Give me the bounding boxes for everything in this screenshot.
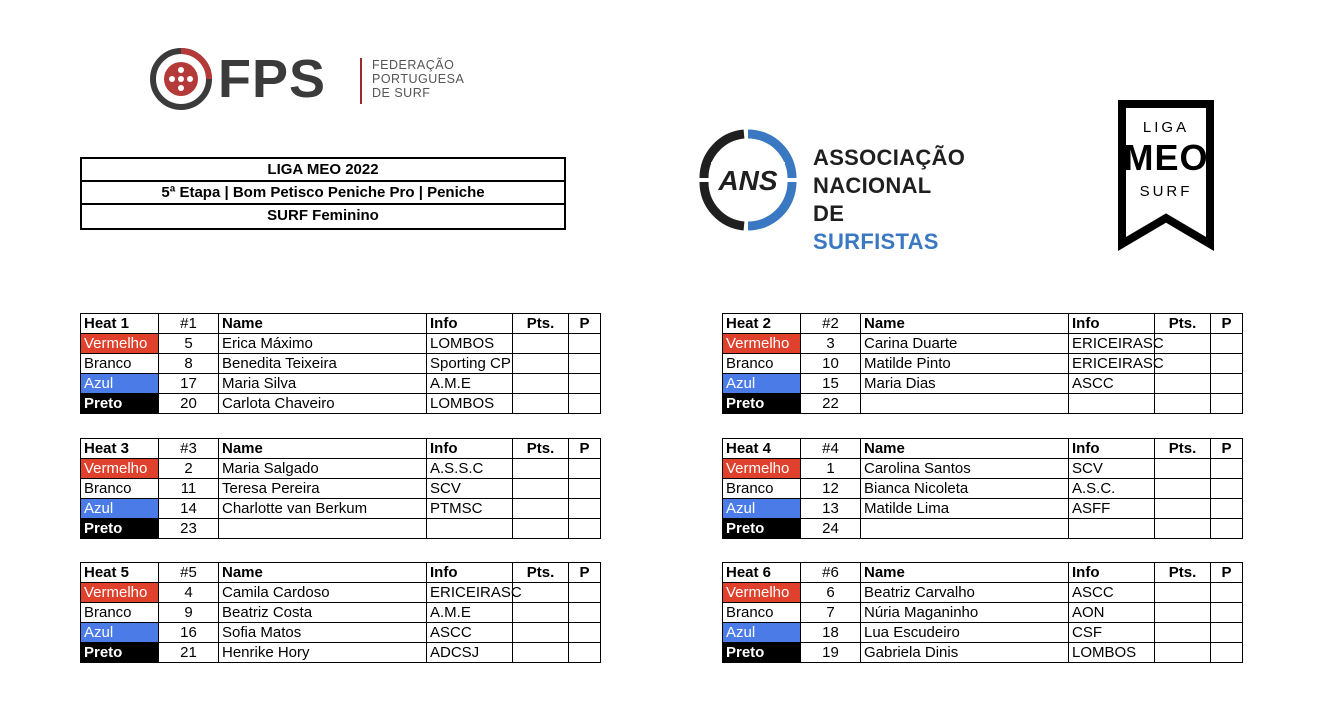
jersey-color: Vermelho <box>723 334 801 354</box>
surfer-row <box>81 394 601 414</box>
points-cell <box>1155 499 1211 519</box>
surfer-row <box>81 459 601 479</box>
meo-main-text: MEO <box>1123 137 1209 178</box>
surfer-name: Beatriz Costa <box>219 603 427 623</box>
heat-table <box>722 562 1243 663</box>
column-name: Name <box>861 563 1069 583</box>
position-cell <box>569 394 601 414</box>
column-position: P <box>569 439 601 459</box>
column-name: Name <box>219 439 427 459</box>
surfer-row <box>81 499 601 519</box>
surfer-row <box>723 583 1243 603</box>
surfer-name <box>219 519 427 539</box>
seed-number: 22 <box>801 394 861 414</box>
points-cell <box>1155 394 1211 414</box>
heat-label: Heat 5 <box>81 563 159 583</box>
seed-number: 8 <box>159 354 219 374</box>
jersey-color: Branco <box>81 479 159 499</box>
seed-number: 3 <box>801 334 861 354</box>
position-cell <box>569 603 601 623</box>
points-cell <box>513 643 569 663</box>
surfer-club: SCV <box>1069 459 1155 479</box>
surfer-row <box>723 334 1243 354</box>
surfer-row <box>723 374 1243 394</box>
surfer-club: PTMSC <box>427 499 513 519</box>
heat-table <box>80 313 601 414</box>
position-cell <box>1211 583 1243 603</box>
fps-divider <box>360 58 362 104</box>
jersey-color: Branco <box>723 603 801 623</box>
surfer-name: Lua Escudeiro <box>861 623 1069 643</box>
column-name: Name <box>861 439 1069 459</box>
column-name: Name <box>219 314 427 334</box>
heat-header-row <box>81 439 601 459</box>
surfer-row <box>81 479 601 499</box>
column-position: P <box>1211 439 1243 459</box>
surfer-club: A.S.C. <box>1069 479 1155 499</box>
surfer-club: ADCSJ <box>427 643 513 663</box>
column-points: Pts. <box>1155 563 1211 583</box>
surfer-club: ASFF <box>1069 499 1155 519</box>
fps-emblem-icon <box>150 48 212 110</box>
position-cell <box>569 354 601 374</box>
surfer-club: ERICEIRASC <box>427 583 513 603</box>
heat-table <box>80 438 601 539</box>
heat-header-row <box>723 314 1243 334</box>
surfer-club: SCV <box>427 479 513 499</box>
column-points: Pts. <box>513 314 569 334</box>
surfer-name <box>861 394 1069 414</box>
jersey-color: Preto <box>81 643 159 663</box>
meo-surf-text: SURF <box>1139 183 1193 200</box>
position-cell <box>1211 499 1243 519</box>
position-cell <box>1211 374 1243 394</box>
column-points: Pts. <box>513 563 569 583</box>
surfer-row <box>723 479 1243 499</box>
surfer-name: Bianca Nicoleta <box>861 479 1069 499</box>
position-cell <box>569 374 601 394</box>
heat-label: Heat 6 <box>723 563 801 583</box>
seed-number: 1 <box>801 459 861 479</box>
column-position: P <box>569 314 601 334</box>
jersey-color: Branco <box>81 354 159 374</box>
event-title-box <box>80 157 566 230</box>
surfer-name: Gabriela Dinis <box>861 643 1069 663</box>
surfer-row <box>81 623 601 643</box>
seed-number: 9 <box>159 603 219 623</box>
surfer-club: LOMBOS <box>427 334 513 354</box>
jersey-color: Preto <box>723 643 801 663</box>
position-cell <box>569 459 601 479</box>
points-cell <box>513 459 569 479</box>
position-cell <box>569 334 601 354</box>
surfer-row <box>723 394 1243 414</box>
column-position: P <box>1211 563 1243 583</box>
surfer-row <box>723 623 1243 643</box>
position-cell <box>1211 354 1243 374</box>
position-cell <box>1211 519 1243 539</box>
column-position: P <box>1211 314 1243 334</box>
jersey-color: Preto <box>81 394 159 414</box>
surfer-row <box>723 603 1243 623</box>
ans-logo <box>697 126 967 254</box>
heat-header-row <box>723 439 1243 459</box>
heat-table <box>80 562 601 663</box>
meo-liga-text: LIGA <box>1142 119 1190 136</box>
seed-number: 17 <box>159 374 219 394</box>
heat-header-row <box>723 563 1243 583</box>
surfer-name: Carolina Santos <box>861 459 1069 479</box>
surfer-row <box>723 499 1243 519</box>
heat-label: Heat 4 <box>723 439 801 459</box>
surfer-club: LOMBOS <box>427 394 513 414</box>
seed-number: 2 <box>159 459 219 479</box>
surfer-club: Sporting CP <box>427 354 513 374</box>
seed-number: 16 <box>159 623 219 643</box>
points-cell <box>513 374 569 394</box>
surfer-row <box>81 583 601 603</box>
surfer-row <box>723 643 1243 663</box>
surfer-club: LOMBOS <box>1069 643 1155 663</box>
points-cell <box>1155 643 1211 663</box>
surfer-club: ERICEIRASC <box>1069 334 1155 354</box>
position-cell <box>1211 643 1243 663</box>
position-cell <box>569 583 601 603</box>
surfer-name: Carina Duarte <box>861 334 1069 354</box>
heat-number: #6 <box>801 563 861 583</box>
position-cell <box>1211 334 1243 354</box>
seed-number: 14 <box>159 499 219 519</box>
fps-line-2: PORTUGUESA <box>372 72 465 86</box>
position-cell <box>569 519 601 539</box>
surfer-row <box>723 519 1243 539</box>
heat-number: #2 <box>801 314 861 334</box>
jersey-color: Branco <box>723 479 801 499</box>
fps-line-3: DE SURF <box>372 86 431 100</box>
position-cell <box>569 499 601 519</box>
league-title: LIGA MEO 2022 <box>82 159 564 182</box>
jersey-color: Vermelho <box>723 583 801 603</box>
jersey-color: Preto <box>723 394 801 414</box>
jersey-color: Branco <box>723 354 801 374</box>
points-cell <box>1155 459 1211 479</box>
seed-number: 10 <box>801 354 861 374</box>
surfer-club: A.M.E <box>427 374 513 394</box>
seed-number: 20 <box>159 394 219 414</box>
surfer-club <box>1069 519 1155 539</box>
jersey-color: Azul <box>81 499 159 519</box>
points-cell <box>513 394 569 414</box>
jersey-color: Vermelho <box>81 459 159 479</box>
surfer-club: A.M.E <box>427 603 513 623</box>
heat-label: Heat 2 <box>723 314 801 334</box>
seed-number: 7 <box>801 603 861 623</box>
position-cell <box>569 623 601 643</box>
surfer-name: Henrike Hory <box>219 643 427 663</box>
surfer-name: Maria Salgado <box>219 459 427 479</box>
seed-number: 23 <box>159 519 219 539</box>
seed-number: 24 <box>801 519 861 539</box>
liga-meo-logo <box>1118 100 1214 248</box>
column-info: Info <box>427 439 513 459</box>
fps-line-1: FEDERAÇÃO <box>372 58 455 72</box>
surfer-row <box>81 354 601 374</box>
column-name: Name <box>861 314 1069 334</box>
points-cell <box>513 354 569 374</box>
surfer-name: Erica Máximo <box>219 334 427 354</box>
position-cell <box>569 643 601 663</box>
column-info: Info <box>427 563 513 583</box>
position-cell <box>1211 394 1243 414</box>
column-points: Pts. <box>1155 439 1211 459</box>
position-cell <box>1211 603 1243 623</box>
jersey-color: Vermelho <box>81 583 159 603</box>
surfer-club: CSF <box>1069 623 1155 643</box>
points-cell <box>513 499 569 519</box>
points-cell <box>1155 374 1211 394</box>
points-cell <box>1155 479 1211 499</box>
position-cell <box>569 479 601 499</box>
seed-number: 19 <box>801 643 861 663</box>
fps-federation-text <box>372 58 464 100</box>
surfer-name: Carlota Chaveiro <box>219 394 427 414</box>
seed-number: 13 <box>801 499 861 519</box>
jersey-color: Preto <box>723 519 801 539</box>
column-info: Info <box>1069 314 1155 334</box>
column-info: Info <box>427 314 513 334</box>
heat-table <box>722 438 1243 539</box>
event-stage: 5ª Etapa | Bom Petisco Peniche Pro | Peniche <box>82 182 564 205</box>
heat-number: #1 <box>159 314 219 334</box>
surfer-name: Maria Dias <box>861 374 1069 394</box>
column-points: Pts. <box>1155 314 1211 334</box>
surfer-name: Benedita Teixeira <box>219 354 427 374</box>
heat-table <box>722 313 1243 414</box>
seed-number: 18 <box>801 623 861 643</box>
ans-line-1: ASSOCIAÇÃO <box>813 145 966 170</box>
surfer-row <box>81 603 601 623</box>
position-cell <box>1211 623 1243 643</box>
points-cell <box>513 603 569 623</box>
position-cell <box>1211 459 1243 479</box>
heat-number: #3 <box>159 439 219 459</box>
jersey-color: Branco <box>81 603 159 623</box>
surfer-name: Camila Cardoso <box>219 583 427 603</box>
jersey-color: Vermelho <box>723 459 801 479</box>
surfer-club: ASCC <box>427 623 513 643</box>
seed-number: 4 <box>159 583 219 603</box>
points-cell <box>1155 583 1211 603</box>
surfer-row <box>81 643 601 663</box>
surfer-name: Beatriz Carvalho <box>861 583 1069 603</box>
seed-number: 5 <box>159 334 219 354</box>
heat-header-row <box>81 314 601 334</box>
heat-label: Heat 1 <box>81 314 159 334</box>
seed-number: 15 <box>801 374 861 394</box>
ans-mark: ANS <box>718 165 778 196</box>
surfer-club <box>427 519 513 539</box>
heat-number: #5 <box>159 563 219 583</box>
ans-line-3: SURFISTAS <box>813 229 939 254</box>
points-cell <box>1155 623 1211 643</box>
points-cell <box>513 479 569 499</box>
jersey-color: Azul <box>723 499 801 519</box>
surfer-name: Maria Silva <box>219 374 427 394</box>
seed-number: 12 <box>801 479 861 499</box>
surfer-club: ERICEIRASC <box>1069 354 1155 374</box>
surfer-row <box>723 459 1243 479</box>
column-info: Info <box>1069 439 1155 459</box>
surfer-club <box>1069 394 1155 414</box>
ans-line-2: NACIONAL DE <box>813 173 932 226</box>
fps-logo <box>150 48 490 110</box>
jersey-color: Azul <box>723 623 801 643</box>
heat-label: Heat 3 <box>81 439 159 459</box>
column-points: Pts. <box>513 439 569 459</box>
jersey-color: Vermelho <box>81 334 159 354</box>
jersey-color: Azul <box>81 374 159 394</box>
surfer-row <box>81 374 601 394</box>
fps-letters: FPS <box>218 49 327 109</box>
seed-number: 21 <box>159 643 219 663</box>
surfer-row <box>81 519 601 539</box>
category-title: SURF Feminino <box>267 207 379 224</box>
heat-number: #4 <box>801 439 861 459</box>
points-cell <box>513 623 569 643</box>
surfer-name: Núria Maganinho <box>861 603 1069 623</box>
surfer-club: ASCC <box>1069 374 1155 394</box>
jersey-color: Preto <box>81 519 159 539</box>
surfer-name: Teresa Pereira <box>219 479 427 499</box>
surfer-row <box>81 334 601 354</box>
ans-name <box>813 144 967 256</box>
surfer-name: Matilde Lima <box>861 499 1069 519</box>
heat-header-row <box>81 563 601 583</box>
points-cell <box>1155 603 1211 623</box>
jersey-color: Azul <box>81 623 159 643</box>
points-cell <box>1155 519 1211 539</box>
seed-number: 11 <box>159 479 219 499</box>
surfer-name: Matilde Pinto <box>861 354 1069 374</box>
column-name: Name <box>219 563 427 583</box>
ans-emblem-icon <box>697 126 799 234</box>
seed-number: 6 <box>801 583 861 603</box>
column-position: P <box>569 563 601 583</box>
surfer-club: ASCC <box>1069 583 1155 603</box>
surfer-name: Sofia Matos <box>219 623 427 643</box>
jersey-color: Azul <box>723 374 801 394</box>
surfer-row <box>723 354 1243 374</box>
points-cell <box>513 519 569 539</box>
column-info: Info <box>1069 563 1155 583</box>
surfer-club: AON <box>1069 603 1155 623</box>
position-cell <box>1211 479 1243 499</box>
points-cell <box>513 334 569 354</box>
surfer-name <box>861 519 1069 539</box>
surfer-name: Charlotte van Berkum <box>219 499 427 519</box>
surfer-club: A.S.S.C <box>427 459 513 479</box>
